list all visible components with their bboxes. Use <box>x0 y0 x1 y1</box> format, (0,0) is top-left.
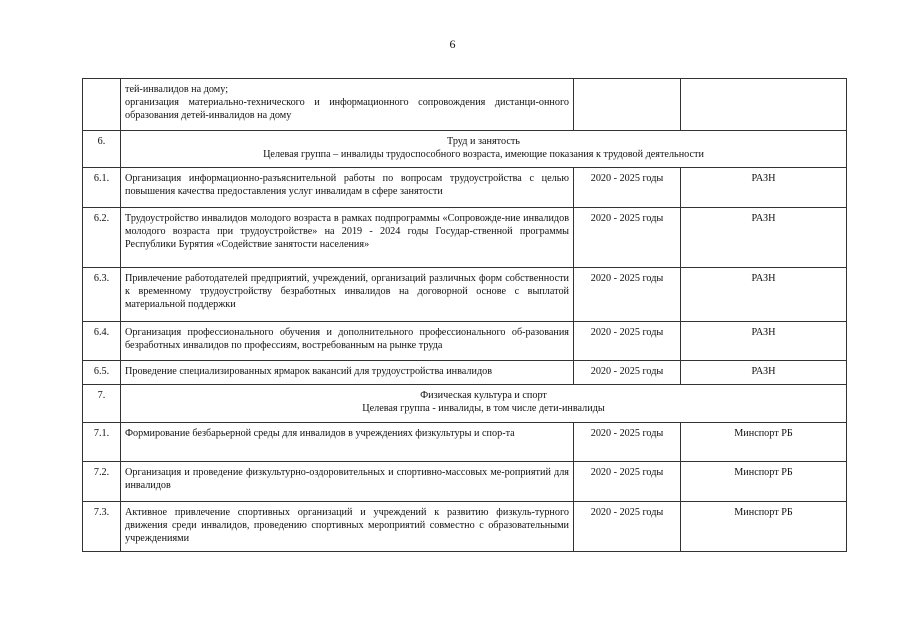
section-header-row <box>83 385 847 423</box>
page-number: 6 <box>449 37 456 51</box>
table-row <box>83 268 847 322</box>
row-number: 7.2. <box>83 462 121 502</box>
section-title: Труд и занятость <box>447 136 520 147</box>
table-row <box>83 502 847 552</box>
period-text: 2020 - 2025 годы <box>574 423 681 462</box>
section-header-row <box>83 131 847 168</box>
section-subtitle: Целевая группа – инвалиды трудоспособного возраста, имеющие показания к трудовой деятельности <box>263 149 704 160</box>
measure-cell <box>121 79 574 131</box>
responsible-text: РАЗН <box>681 168 847 208</box>
table-row <box>83 322 847 361</box>
row-number: 7.3. <box>83 502 121 552</box>
measure-text-line: тей-инвалидов на дому; <box>125 84 229 95</box>
responsible-text: РАЗН <box>681 268 847 322</box>
table-row <box>83 462 847 502</box>
table-row <box>83 208 847 268</box>
row-number: 7.1. <box>83 423 121 462</box>
measure-text: Проведение специализированных ярмарок вакансий для трудоустройства инвалидов <box>121 361 574 385</box>
period-text: 2020 - 2025 годы <box>574 322 681 361</box>
measure-text: Привлечение работодателей предприятий, учреждений, организаций различных форм собственности к временному трудоустройству безработных инвалидов на договорной основе с выплатой материальной поддержки <box>121 268 574 322</box>
period-text: 2020 - 2025 годы <box>574 168 681 208</box>
table-row <box>83 79 847 131</box>
responsible-text: РАЗН <box>681 361 847 385</box>
measure-text-line: организация материально-технического и информационного сопровождения дистанци-онного образования детей-инвалидов на дому <box>125 97 569 121</box>
measure-text: Организация профессионального обучения и дополнительного профессионального об-разования безработных инвалидов по профессиям, востребованным на рынке труда <box>121 322 574 361</box>
measure-text: Организация и проведение физкультурно-оздоровительных и спортивно-массовых ме-роприятий для инвалидов <box>121 462 574 502</box>
measures-table <box>82 78 847 552</box>
period-text: 2020 - 2025 годы <box>574 462 681 502</box>
section-title-cell <box>121 385 847 423</box>
section-number: 6. <box>83 131 121 168</box>
responsible-text: Минспорт РБ <box>681 462 847 502</box>
table-row <box>83 361 847 385</box>
section-title: Физическая культура и спорт <box>420 390 547 401</box>
period-text: 2020 - 2025 годы <box>574 208 681 268</box>
measure-text: Активное привлечение спортивных организаций и учреждений к развитию физкуль-турного движения среди инвалидов, проведению спортивных мероприятий совместно с образовательными учреждениями <box>121 502 574 552</box>
row-number: 6.5. <box>83 361 121 385</box>
responsible-text: Минспорт РБ <box>681 423 847 462</box>
section-number: 7. <box>83 385 121 423</box>
row-number: 6.3. <box>83 268 121 322</box>
number-cell <box>83 79 121 131</box>
row-number: 6.2. <box>83 208 121 268</box>
period-text: 2020 - 2025 годы <box>574 361 681 385</box>
responsible-text: РАЗН <box>681 208 847 268</box>
row-number: 6.1. <box>83 168 121 208</box>
row-number: 6.4. <box>83 322 121 361</box>
table-row <box>83 168 847 208</box>
responsible-cell <box>681 79 847 131</box>
period-text: 2020 - 2025 годы <box>574 502 681 552</box>
measure-text: Трудоустройство инвалидов молодого возраста в рамках подпрограммы «Сопровожде-ние инвалидов молодого возраста при трудоустройстве» на 2019 - 2024 годы Государ-ственной программы Республики Бурятия «Содействие занятости населения» <box>121 208 574 268</box>
section-subtitle: Целевая группа - инвалиды, в том числе дети-инвалиды <box>362 403 605 414</box>
measure-text: Организация информационно-разъяснительной работы по вопросам трудоустройства с целью повышения качества предоставления услуг инвалидам в сфере занятости <box>121 168 574 208</box>
responsible-text: Минспорт РБ <box>681 502 847 552</box>
period-text: 2020 - 2025 годы <box>574 268 681 322</box>
section-title-cell <box>121 131 847 168</box>
table-row <box>83 423 847 462</box>
period-cell <box>574 79 681 131</box>
responsible-text: РАЗН <box>681 322 847 361</box>
measure-text: Формирование безбарьерной среды для инвалидов в учреждениях физкультуры и спор-та <box>121 423 574 462</box>
